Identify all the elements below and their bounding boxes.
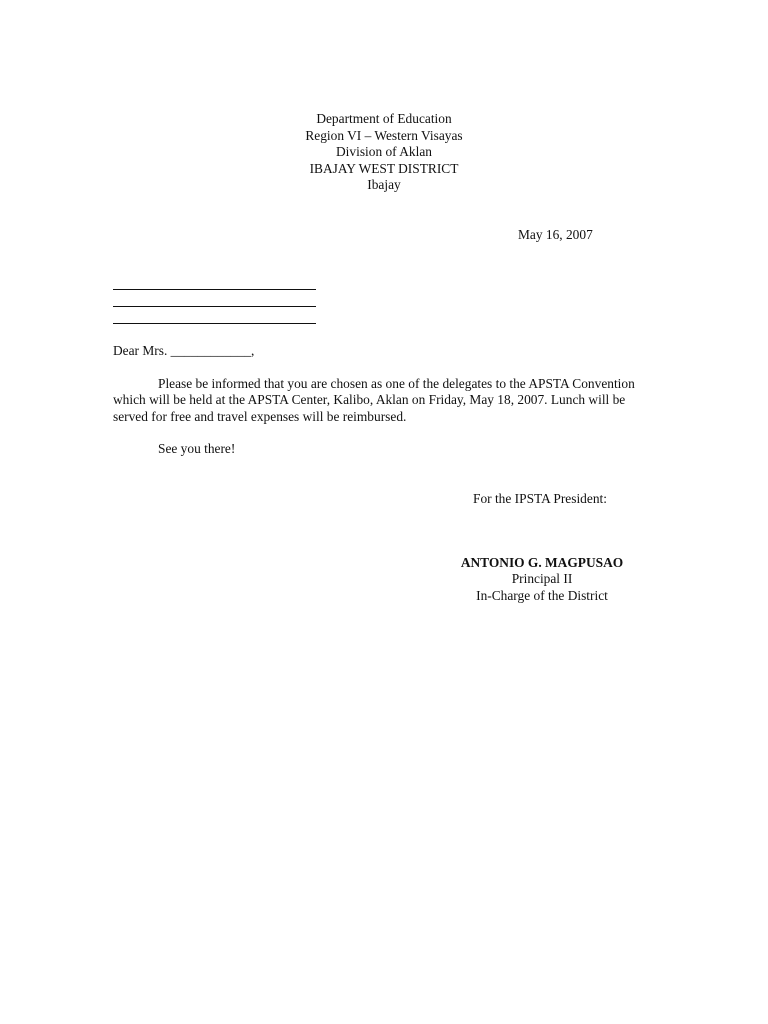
letterhead-division: Division of Aklan <box>336 144 432 160</box>
letterhead-region: Region VI – Western Visayas <box>305 127 463 143</box>
signoff-line: For the IPSTA President: <box>473 491 607 506</box>
letterhead <box>0 111 768 194</box>
signatory-position: Principal II <box>511 571 573 587</box>
address-blank-line-1 <box>113 289 316 290</box>
signatory-name: ANTONIO G. MAGPUSAO <box>460 555 624 570</box>
address-blank-line-2 <box>113 306 316 307</box>
letterhead-town: Ibajay <box>367 177 401 193</box>
salutation: Dear Mrs. ____________, <box>113 343 255 358</box>
body-line-3: served for free and travel expenses will be reimbursed. <box>113 408 407 424</box>
body-line-2: which will be held at the APSTA Center, Kalibo, Aklan on Friday, May 18, 2007. Lunch will be <box>113 392 626 408</box>
signatory-role: In-Charge of the District <box>476 587 608 603</box>
letterhead-district: IBAJAY WEST DISTRICT <box>309 160 459 176</box>
letterhead-department: Department of Education <box>316 111 452 126</box>
closing-remark: See you there! <box>158 441 236 456</box>
signature-block <box>442 555 642 604</box>
address-blank-line-3 <box>113 323 316 324</box>
body-line-1: Please be informed that you are chosen as one of the delegates to the APSTA Convention <box>158 376 635 391</box>
letter-date: May 16, 2007 <box>518 227 593 242</box>
body-paragraph <box>113 376 658 425</box>
